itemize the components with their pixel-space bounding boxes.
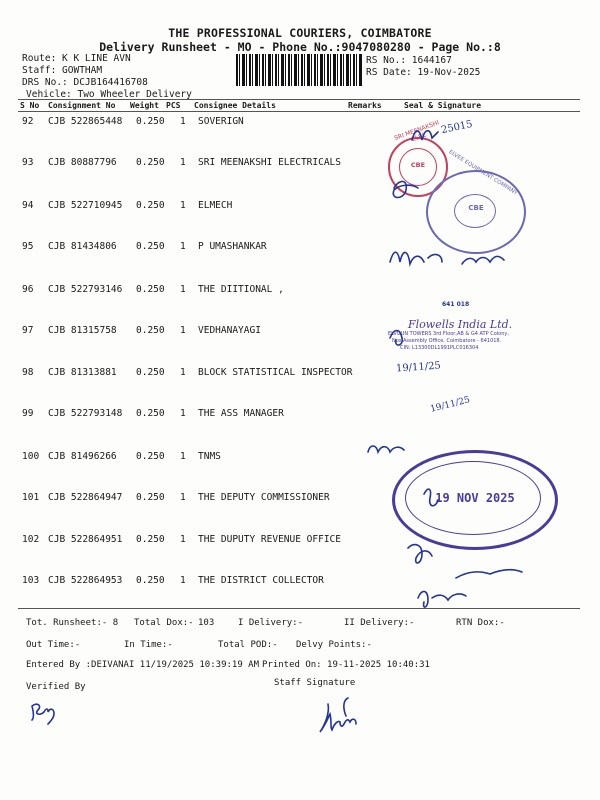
verified-by-signature <box>32 704 54 724</box>
row-pcs: 1 <box>180 284 186 295</box>
row-consignee: ELMECH <box>198 200 233 211</box>
row-pcs: 1 <box>180 534 186 545</box>
col-remarks: Remarks <box>348 101 382 110</box>
row-consignee: SRI MEENAKSHI ELECTRICALS <box>198 157 341 168</box>
row-pcs: 1 <box>180 116 186 127</box>
row-pcs: 1 <box>180 200 186 211</box>
row-consignment: CJB 522865448 <box>48 116 123 127</box>
row-consignee: THE DIITIONAL , <box>198 284 284 295</box>
row-pcs: 1 <box>180 325 186 336</box>
signature-stroke-103b <box>456 570 522 578</box>
signature-stroke-92 <box>412 131 438 140</box>
rs-date-label: RS Date: 19-Nov-2025 <box>366 67 481 78</box>
row-weight: 0.250 <box>136 241 165 252</box>
row-pcs: 1 <box>180 367 186 378</box>
row-consignment: CJB 522793146 <box>48 284 123 295</box>
runsheet-title: THE PROFESSIONAL COURIERS, COIMBATORE <box>168 26 432 40</box>
entered-by: Entered By :DEIVANAI 11/19/2025 10:39:19 AM <box>26 660 259 670</box>
row-weight: 0.250 <box>136 575 165 586</box>
row-sno: 98 <box>22 367 34 378</box>
total-runsheet: Tot. Runsheet:- 8 <box>26 618 119 628</box>
row-consignment: CJB 522864951 <box>48 534 123 545</box>
signature-stroke-97 <box>390 331 402 346</box>
row-consignee: THE DEPUTY COMMISSIONER <box>198 492 330 503</box>
row-consignee: VEDHANAYAGI <box>198 325 261 336</box>
row-consignee: P UMASHANKAR <box>198 241 267 252</box>
row-sno: 96 <box>22 284 34 295</box>
in-time-label: In Time:- <box>124 640 173 650</box>
rs-no-label: RS No.: 1644167 <box>366 55 452 66</box>
signature-stroke-95b <box>462 256 504 264</box>
row-sno: 99 <box>22 408 34 419</box>
signature-stroke-102 <box>408 545 432 563</box>
row-sno: 103 <box>22 575 40 586</box>
signature-stroke-103 <box>418 591 466 607</box>
rtn-dox-label: RTN Dox:- <box>456 618 505 628</box>
row-consignee: THE DUPUTY REVENUE OFFICE <box>198 534 341 545</box>
flowells-stamp-address2: Nos Assembly Office, Coimbatore - 641018. <box>392 338 502 344</box>
col-consignee: Consignee Details <box>194 101 276 110</box>
flowells-stamp-cin: CIN: L13300DL1991PLC016304 <box>400 345 479 351</box>
printed-on: Printed On: 19-11-2025 10:40:31 <box>262 660 430 670</box>
meenakshi-stamp-text: SRI MEENAKSHI ELEC <box>393 119 441 144</box>
row-consignee: SOVERIGN <box>198 116 244 127</box>
row-weight: 0.250 <box>136 451 165 462</box>
staff-signature-tail <box>344 698 348 716</box>
row-sno: 94 <box>22 200 34 211</box>
row-pcs: 1 <box>180 492 186 503</box>
col-sno: S No <box>20 101 40 110</box>
row-consignee: TNMS <box>198 451 221 462</box>
flowells-stamp-name: Flowells India Ltd. <box>408 318 513 331</box>
row-pcs: 1 <box>180 575 186 586</box>
signature-stroke-93 <box>393 181 418 197</box>
out-time-label: Out Time:- <box>26 640 81 650</box>
row-consignee: BLOCK STATISTICAL INSPECTOR <box>198 367 353 378</box>
row-weight: 0.250 <box>136 284 165 295</box>
row-consignment: CJB 81496266 <box>48 451 117 462</box>
row-consignee: THE ASS MANAGER <box>198 408 284 419</box>
row-consignment: CJB 80887796 <box>48 157 117 168</box>
row-consignment: CJB 522793148 <box>48 408 123 419</box>
staff-signature-stroke <box>320 704 356 732</box>
delivery-points-label: Delvy Points:- <box>296 640 372 650</box>
staff-signature-label: Staff Signature <box>274 678 356 688</box>
row-weight: 0.250 <box>136 534 165 545</box>
verified-by-label: Verified By <box>26 682 86 692</box>
row-consignment: CJB 81315758 <box>48 325 117 336</box>
row-weight: 0.250 <box>136 492 165 503</box>
row-consignee: THE DISTRICT COLLECTOR <box>198 575 324 586</box>
row-sno: 97 <box>22 325 34 336</box>
col-pcs: PCS <box>166 101 181 110</box>
elvee-stamp-cbe: CBE <box>468 204 484 212</box>
row-consignment: CJB 522864953 <box>48 575 123 586</box>
signature-stroke-95 <box>390 252 442 264</box>
staff-label: Staff: GOWTHAM <box>22 65 103 76</box>
row-weight: 0.250 <box>136 157 165 168</box>
row-consignment: CJB 522864947 <box>48 492 123 503</box>
meenakshi-stamp-cbe: CBE <box>410 161 426 169</box>
row-pcs: 1 <box>180 451 186 462</box>
row-consignment: CJB 522710945 <box>48 200 123 211</box>
i-delivery-label: I Delivery:- <box>238 618 304 628</box>
row-pcs: 1 <box>180 408 186 419</box>
total-pod-label: Total POD:- <box>218 640 278 650</box>
row-sno: 102 <box>22 534 40 545</box>
row-sno: 101 <box>22 492 40 503</box>
col-consignment: Consignment No <box>48 101 116 110</box>
row-92-signature-note: 25015 <box>440 118 474 137</box>
row-weight: 0.250 <box>136 367 165 378</box>
route-label: Route: K K LINE AVN <box>22 53 131 64</box>
total-dox-label: Total Dox:- <box>134 618 194 628</box>
row-weight: 0.250 <box>136 408 165 419</box>
row-sno: 100 <box>22 451 40 462</box>
received-stamp-date: 19 NOV 2025 <box>435 491 515 505</box>
row-pcs: 1 <box>180 157 186 168</box>
runsheet-subtitle: Delivery Runsheet - MO - Phone No.:9047080280 - Page No.:8 <box>99 40 501 54</box>
row-98-signature-date: 19/11/25 <box>395 360 442 375</box>
row-weight: 0.250 <box>136 325 165 336</box>
vehicle-label: Vehicle: Two Wheeler Delivery <box>26 89 192 100</box>
drs-label: DRS No.: DCJB164416708 <box>22 77 148 88</box>
row-weight: 0.250 <box>136 116 165 127</box>
row-consignment: CJB 81313881 <box>48 367 117 378</box>
row-consignment: CJB 81434806 <box>48 241 117 252</box>
row-sno: 93 <box>22 157 34 168</box>
signature-stroke-100 <box>368 446 404 452</box>
row-99-signature-date: 19/11/25 <box>429 395 472 415</box>
total-dox-value: 103 <box>198 618 215 628</box>
row-sno: 92 <box>22 116 34 127</box>
flowells-stamp-address1: ELVGUN TOWERS 3rd Floor,AB & G4 ATP Colony, <box>388 331 509 337</box>
elvee-stamp-text: ELVEE EQUIPMENT COMPANY <box>447 149 519 197</box>
row-96-stamp-address: 641 018 <box>442 301 470 308</box>
col-seal: Seal & Signature <box>404 101 482 110</box>
row-pcs: 1 <box>180 241 186 252</box>
row-sno: 95 <box>22 241 34 252</box>
row-weight: 0.250 <box>136 200 165 211</box>
col-weight: Weight <box>130 101 159 110</box>
signature-stroke-101 <box>424 489 438 506</box>
ii-delivery-label: II Delivery:- <box>344 618 415 628</box>
